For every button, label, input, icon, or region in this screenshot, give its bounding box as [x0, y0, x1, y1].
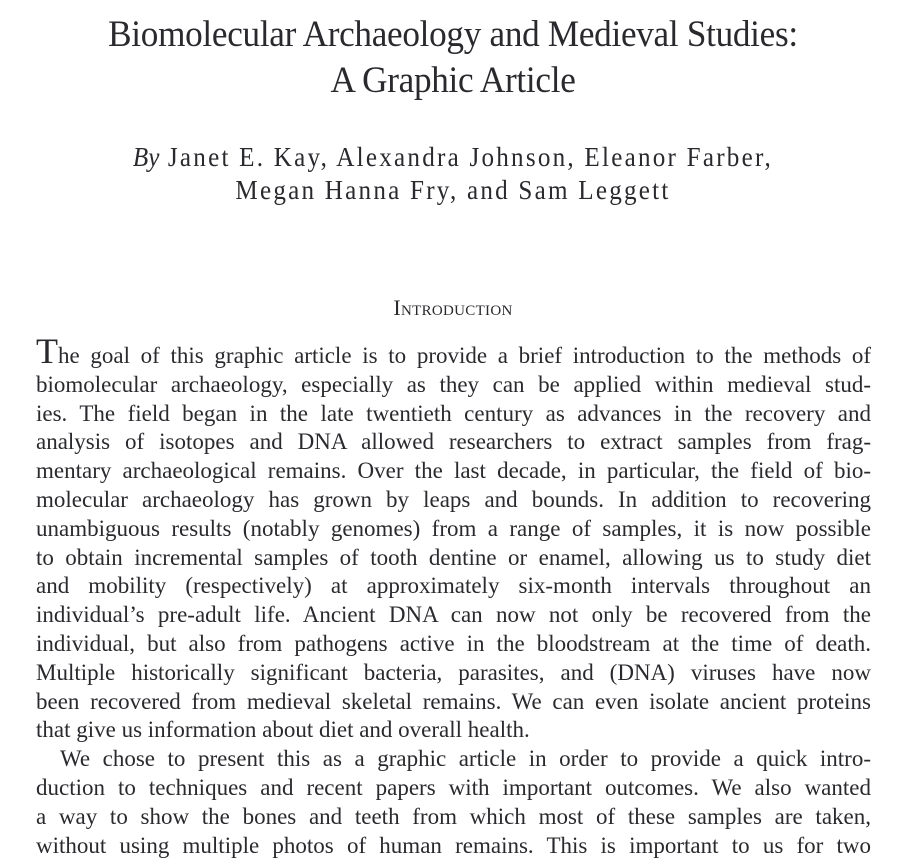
paragraph-2	[36, 745, 871, 860]
article-title-line-1: Biomolecular Archaeology and Medieval Studies:	[108, 14, 798, 55]
authors-line-1: Janet E. Kay, Alexandra Johnson, Eleanor Farber,	[167, 142, 774, 172]
text-line: ies. The field began in the late twentieth century as advances in the recovery and	[36, 400, 871, 426]
text-line: molecular archaeology has grown by leaps and bounds. In addition to recovering	[36, 486, 871, 512]
byline-prefix: By	[132, 142, 160, 172]
text-line-content: he goal of this graphic article is to provide a brief introduction to the methods of	[58, 343, 871, 368]
text-line: We chose to present this as a graphic article in order to provide a quick intro-	[60, 746, 871, 772]
text-line: that give us information about diet and overall health.	[36, 717, 530, 743]
text-line: biomolecular archaeology, especially as they can be applied within medieval stud-	[36, 371, 871, 397]
text-line	[36, 331, 871, 371]
author-byline	[32, 141, 875, 207]
article-body	[36, 331, 871, 860]
authors-line-2: Megan Hanna Fry, and Sam Leggett	[235, 175, 671, 205]
text-line: been recovered from medieval skeletal remains. We can even isolate ancient proteins	[36, 688, 871, 714]
section-heading-introduction: Introduction	[393, 295, 513, 320]
text-line: a way to show the bones and teeth from which most of these samples are taken,	[36, 803, 871, 829]
text-line: unambiguous results (notably genomes) from a range of samples, it is now possible	[36, 515, 871, 541]
text-line: to obtain incremental samples of tooth dentine or enamel, allowing us to study diet	[36, 544, 871, 570]
paragraph-1	[36, 331, 871, 745]
article-title-line-2: A Graphic Article	[330, 60, 576, 101]
text-line: and mobility (respectively) at approximately six-month intervals throughout an	[36, 573, 871, 599]
text-line: individual, but also from pathogens active in the bloodstream at the time of death.	[36, 630, 871, 656]
text-line: analysis of isotopes and DNA allowed researchers to extract samples from frag-	[36, 429, 871, 455]
initial-capital: T	[36, 331, 58, 371]
text-line: without using multiple photos of human remains. This is important to us for two	[36, 832, 871, 858]
text-line: individual’s pre-adult life. Ancient DNA can now not only be recovered from the	[36, 602, 871, 628]
text-line: mentary archaeological remains. Over the last decade, in particular, the field of bio-	[36, 458, 871, 484]
text-line: Multiple historically significant bacteria, parasites, and (DNA) viruses have now	[36, 659, 871, 685]
text-line: duction to techniques and recent papers with important outcomes. We also wanted	[36, 774, 871, 800]
article-title	[23, 12, 884, 104]
